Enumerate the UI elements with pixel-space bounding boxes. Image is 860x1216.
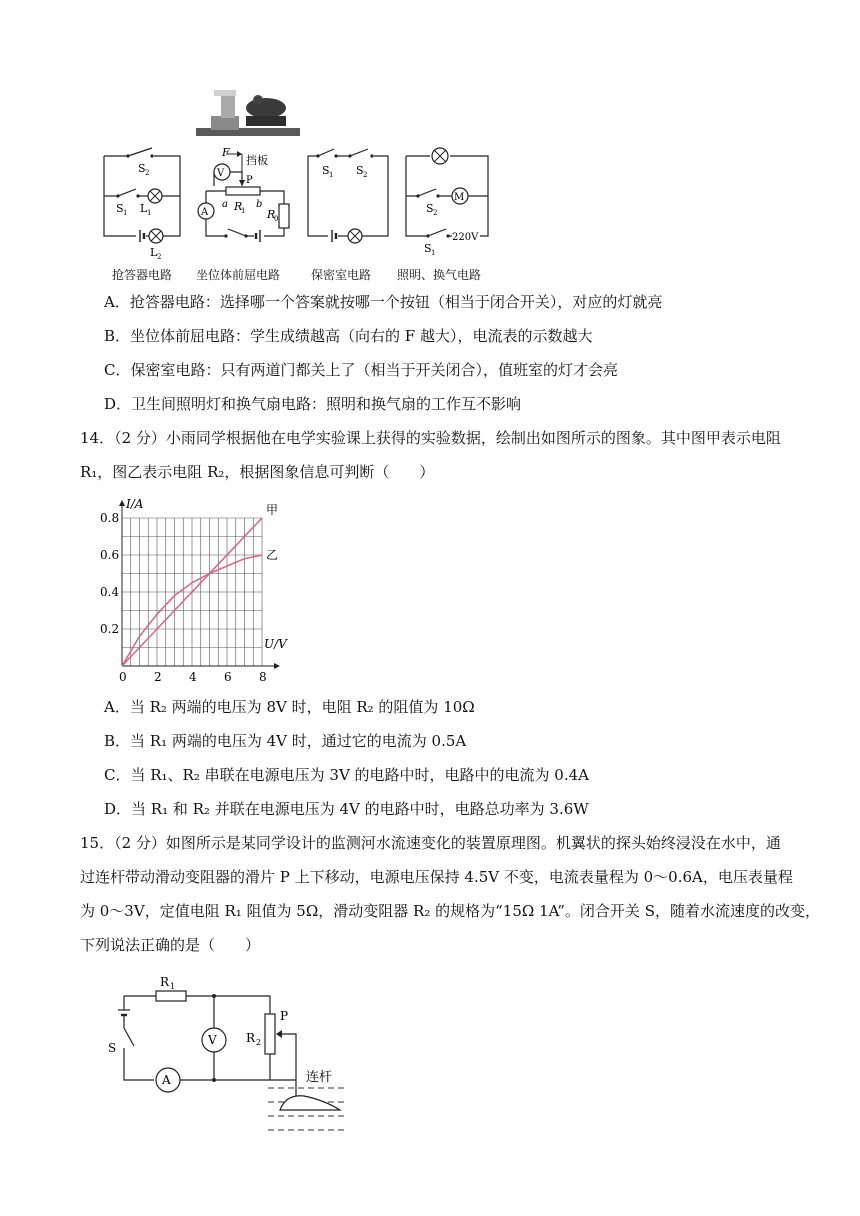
x-tick-label: 4 <box>189 670 197 684</box>
slider-p-label: P <box>280 1009 289 1023</box>
y-tick-label: 0.6 <box>100 548 120 562</box>
q14-option-d: D．当 R₁ 和 R₂ 并联在电源电压为 4V 的电路中时，电路总功率为 3.6W <box>104 800 589 818</box>
series-label: 乙 <box>266 548 279 562</box>
x-tick-label: 0 <box>119 670 127 684</box>
svg-text:2: 2 <box>145 169 150 177</box>
q14-stem-line2: R₁，图乙表示电阻 R₂，根据图象信息可判断（ ） <box>80 463 435 481</box>
svg-text:1: 1 <box>241 207 246 215</box>
svg-text:0: 0 <box>274 215 279 223</box>
q14-chart <box>96 494 296 688</box>
river-monitor-circuit-svg <box>100 966 370 1136</box>
secure-room-circuit <box>308 149 388 243</box>
ammeter-a-label: A <box>162 1073 171 1087</box>
caption-sit-reach: 坐位体前屈电路 <box>196 268 281 282</box>
y-axis-arrow <box>119 500 125 506</box>
r0-label: R <box>267 208 276 221</box>
series-label: 甲 <box>266 503 279 517</box>
svg-text:1: 1 <box>123 209 128 217</box>
fan-s2-label: S <box>426 202 434 215</box>
sec-s2-label: S <box>356 164 364 177</box>
r1-label: R <box>234 200 243 213</box>
q15-stem-line3: 为 0～3V，定值电阻 R₁ 阻值为 5Ω，滑动变阻器 R₂ 的规格为“15Ω 1A”。闭合开关 S，随着水流速度的改变， <box>80 902 820 920</box>
q13-figure <box>96 86 516 286</box>
q13-option-d: D．卫生间照明灯和换气扇电路：照明和换气扇的工作互不影响 <box>104 395 522 413</box>
q14-stem-line1: 14．（2 分）小雨同学根据他在电学实验课上获得的实验数据，绘制出如图所示的图象。其中图甲表示电阻 <box>80 429 781 447</box>
label-l1: L <box>140 202 148 215</box>
baffle-label: 挡板 <box>246 154 268 167</box>
y-tick-label: 0.2 <box>100 622 120 636</box>
voltmeter-label: V <box>217 168 225 179</box>
voltage-label: 220V <box>452 232 479 243</box>
lighting-fan-circuit <box>406 148 488 257</box>
q15-stem-line2: 过连杆带动滑动变阻器的滑片 P 上下移动，电源电压保持 4.5V 不变，电流表量程为 0～0.6A，电压表量程 <box>80 868 793 886</box>
svg-text:2: 2 <box>256 1038 262 1047</box>
rod-label: 连杆 <box>306 1070 333 1085</box>
b-end-label: b <box>256 199 263 210</box>
svg-text:1: 1 <box>329 171 334 179</box>
svg-text:1: 1 <box>431 249 436 257</box>
label-l2: L <box>150 246 158 259</box>
quiz-circuit <box>104 148 180 261</box>
q13-option-a: A．抢答器电路：选择哪一个答案就按哪一个按钮（相当于闭合开关），对应的灯就亮 <box>104 293 663 311</box>
sit-reach-circuit <box>198 146 289 242</box>
r1-label: R <box>160 975 170 989</box>
p-label: P <box>246 175 253 186</box>
svg-text:2: 2 <box>433 209 438 217</box>
q15-stem-line4: 下列说法正确的是（ ） <box>80 936 261 954</box>
q15-figure <box>100 966 370 1136</box>
y-tick-label: 0.4 <box>100 585 120 599</box>
sec-s1-label: S <box>322 164 330 177</box>
svg-text:1: 1 <box>170 982 176 991</box>
q13-option-b: B．坐位体前屈电路：学生成绩越高（向右的 F 越大），电流表的示数越大 <box>104 327 593 345</box>
voltmeter-v-label: V <box>208 1033 217 1047</box>
svg-text:1: 1 <box>147 209 152 217</box>
a-end-label: a <box>222 199 228 210</box>
q14-option-a: A．当 R₂ 两端的电压为 8V 时，电阻 R₂ 的阻值为 10Ω <box>104 698 475 716</box>
motor-label: M <box>454 192 465 203</box>
force-label: F <box>222 146 230 159</box>
q13-option-c: C．保密室电路：只有两道门都关上了（相当于开关闭合），值班室的灯才会亮 <box>104 361 618 379</box>
q15-stem-line1: 15．（2 分）如图所示是某同学设计的监测河水流速变化的装置原理图。机翼状的探头始终浸没在水中，通 <box>80 834 781 852</box>
switch-s-label: S <box>108 1041 117 1055</box>
x-tick-label: 2 <box>154 670 162 684</box>
q14-option-c: C．当 R₁、R₂ 串联在电源电压为 3V 的电路中时，电路中的电流为 0.4A <box>104 766 589 784</box>
x-tick-label: 6 <box>224 670 232 684</box>
x-tick-label: 8 <box>259 670 267 684</box>
svg-text:2: 2 <box>157 253 162 261</box>
label-s1: S <box>116 202 124 215</box>
caption-quiz: 抢答器电路 <box>112 268 173 282</box>
svg-text:2: 2 <box>363 171 368 179</box>
caption-lighting-fan: 照明、换气电路 <box>397 268 482 282</box>
q14-option-b: B．当 R₁ 两端的电压为 4V 时，通过它的电流为 0.5A <box>104 732 467 750</box>
r2-label: R <box>246 1031 256 1045</box>
x-axis-label: U/V <box>264 637 287 651</box>
q13-circuits-svg <box>96 86 516 286</box>
x-axis-arrow <box>274 663 280 669</box>
caption-secure-room: 保密室电路 <box>311 268 372 282</box>
fan-s1-label: S <box>424 242 432 255</box>
y-tick-label: 0.8 <box>100 511 120 525</box>
ammeter-label: A <box>201 207 209 218</box>
label-s2: S <box>138 162 146 175</box>
sit-and-reach-photo <box>196 90 300 136</box>
y-axis-label: I/A <box>126 497 144 511</box>
iu-chart-svg <box>96 494 296 688</box>
